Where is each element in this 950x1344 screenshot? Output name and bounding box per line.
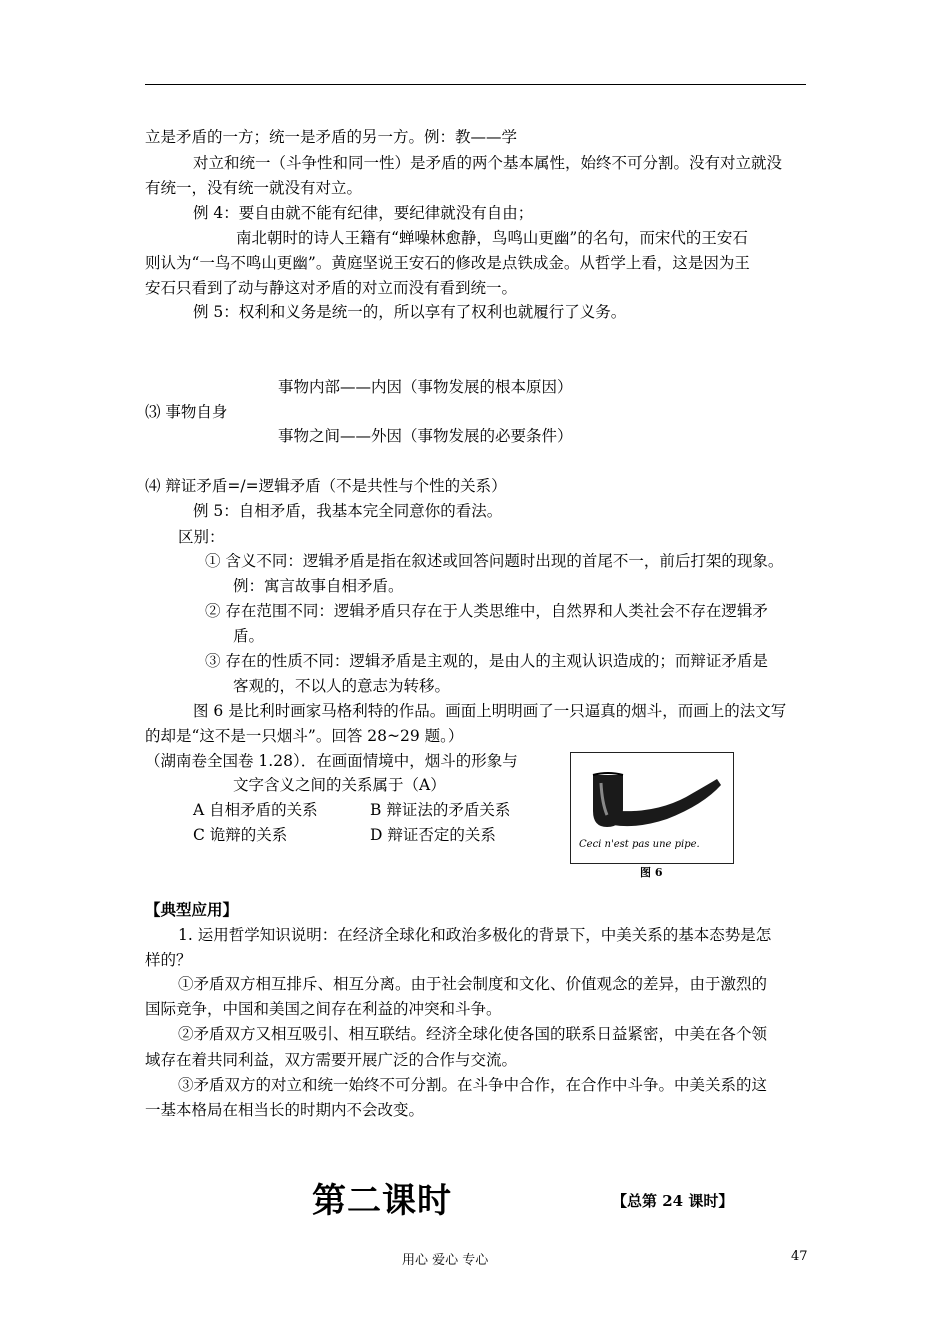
text-line: 有统一，没有统一就没有对立。 — [145, 179, 363, 197]
text-line: 南北朝时的诗人王籍有“蝉噪林愈静，鸟鸣山更幽”的名句，而宋代的王安石 — [236, 229, 748, 247]
page-number: 47 — [791, 1249, 808, 1264]
text-line: ② 存在范围不同：逻辑矛盾只存在于人类思维中，自然界和人类社会不存在逻辑矛 — [205, 602, 768, 620]
option-b: B 辩证法的矛盾关系 — [370, 801, 511, 819]
pipe-figure — [570, 752, 734, 864]
text-line: ⑶ 事物自身 — [145, 403, 228, 421]
text-line: ③ 存在的性质不同：逻辑矛盾是主观的，是由人的主观认识造成的；而辩证矛盾是 — [205, 652, 768, 670]
text-line: 例 4：要自由就不能有纪律，要纪律就没有自由； — [193, 204, 534, 222]
text-line: 例 5：权利和义务是统一的，所以享有了权利也就履行了义务。 — [193, 303, 627, 321]
text-line: （湖南卷全国卷 1.28）．在画面情境中，烟斗的形象与 — [145, 752, 518, 770]
pipe-icon — [571, 753, 733, 837]
text-line: 则认为“一鸟不鸣山更幽”。黄庭坚说王安石的修改是点铁成金。从哲学上看，这是因为王 — [145, 254, 750, 272]
text-line: 1. 运用哲学知识说明：在经济全球化和政治多极化的背景下，中美关系的基本态势是怎 — [178, 926, 772, 944]
text-line: 安石只看到了动与静这对矛盾的对立而没有看到统一。 — [145, 279, 518, 297]
text-line: 国际竞争，中国和美国之间存在利益的冲突和斗争。 — [145, 1000, 502, 1018]
text-line: 事物内部——内因（事物发展的根本原因） — [278, 378, 573, 396]
header-rule — [145, 84, 806, 85]
text-line: ③矛盾双方的对立和统一始终不可分割。在斗争中合作，在合作中斗争。中美关系的这 — [178, 1076, 768, 1094]
text-line: 的却是“这不是一只烟斗”。回答 28~29 题。） — [145, 727, 464, 745]
footer-motto: 用心 爱心 专心 — [402, 1253, 489, 1268]
text-line: 立是矛盾的一方；统一是矛盾的另一方。例：教——学 — [145, 128, 518, 146]
option-c: C 诡辩的关系 — [193, 826, 288, 844]
text-line: 例 5：自相矛盾，我基本完全同意你的看法。 — [193, 502, 503, 520]
text-line: 域存在着共同利益，双方需要开展广泛的合作与交流。 — [145, 1051, 518, 1069]
figure-label: 图 6 — [640, 866, 663, 879]
option-d: D 辩证否定的关系 — [370, 826, 496, 844]
text-line: 盾。 — [233, 627, 265, 645]
text-line: 对立和统一（斗争性和同一性）是矛盾的两个基本属性，始终不可分割。没有对立就没 — [193, 154, 783, 172]
text-line: 客观的，不以人的意志为转移。 — [233, 677, 451, 695]
lesson-title: 第二课时 — [312, 1181, 452, 1221]
text-line: ① 含义不同：逻辑矛盾是指在叙述或回答问题时出现的首尾不一，前后打架的现象。 — [205, 552, 784, 570]
text-line: 图 6 是比利时画家马格利特的作品。画面上明明画了一只逼真的烟斗，而画上的法文写 — [193, 702, 787, 720]
text-line: ⑷ 辩证矛盾=/=逻辑矛盾（不是共性与个性的关系） — [145, 477, 507, 495]
text-line: 一基本格局在相当长的时期内不会改变。 — [145, 1101, 425, 1119]
section-heading: 【典型应用】 — [145, 900, 239, 919]
text-line: ①矛盾双方相互排斥、相互分离。由于社会制度和文化、价值观念的差异，由于激烈的 — [178, 975, 768, 993]
text-line: 例：寓言故事自相矛盾。 — [233, 577, 404, 595]
text-line: ②矛盾双方又相互吸引、相互联结。经济全球化使各国的联系日益紧密，中美在各个领 — [178, 1025, 768, 1043]
text-line: 样的？ — [145, 951, 192, 969]
text-line: 文字含义之间的关系属于（A） — [233, 776, 446, 794]
figure-inner-caption: Ceci n'est pas une pipe. — [579, 839, 700, 850]
text-line: 区别： — [178, 528, 225, 546]
text-line: 事物之间——外因（事物发展的必要条件） — [278, 427, 573, 445]
option-a: A 自相矛盾的关系 — [193, 801, 318, 819]
lesson-total: 【总第 24 课时】 — [612, 1192, 734, 1210]
